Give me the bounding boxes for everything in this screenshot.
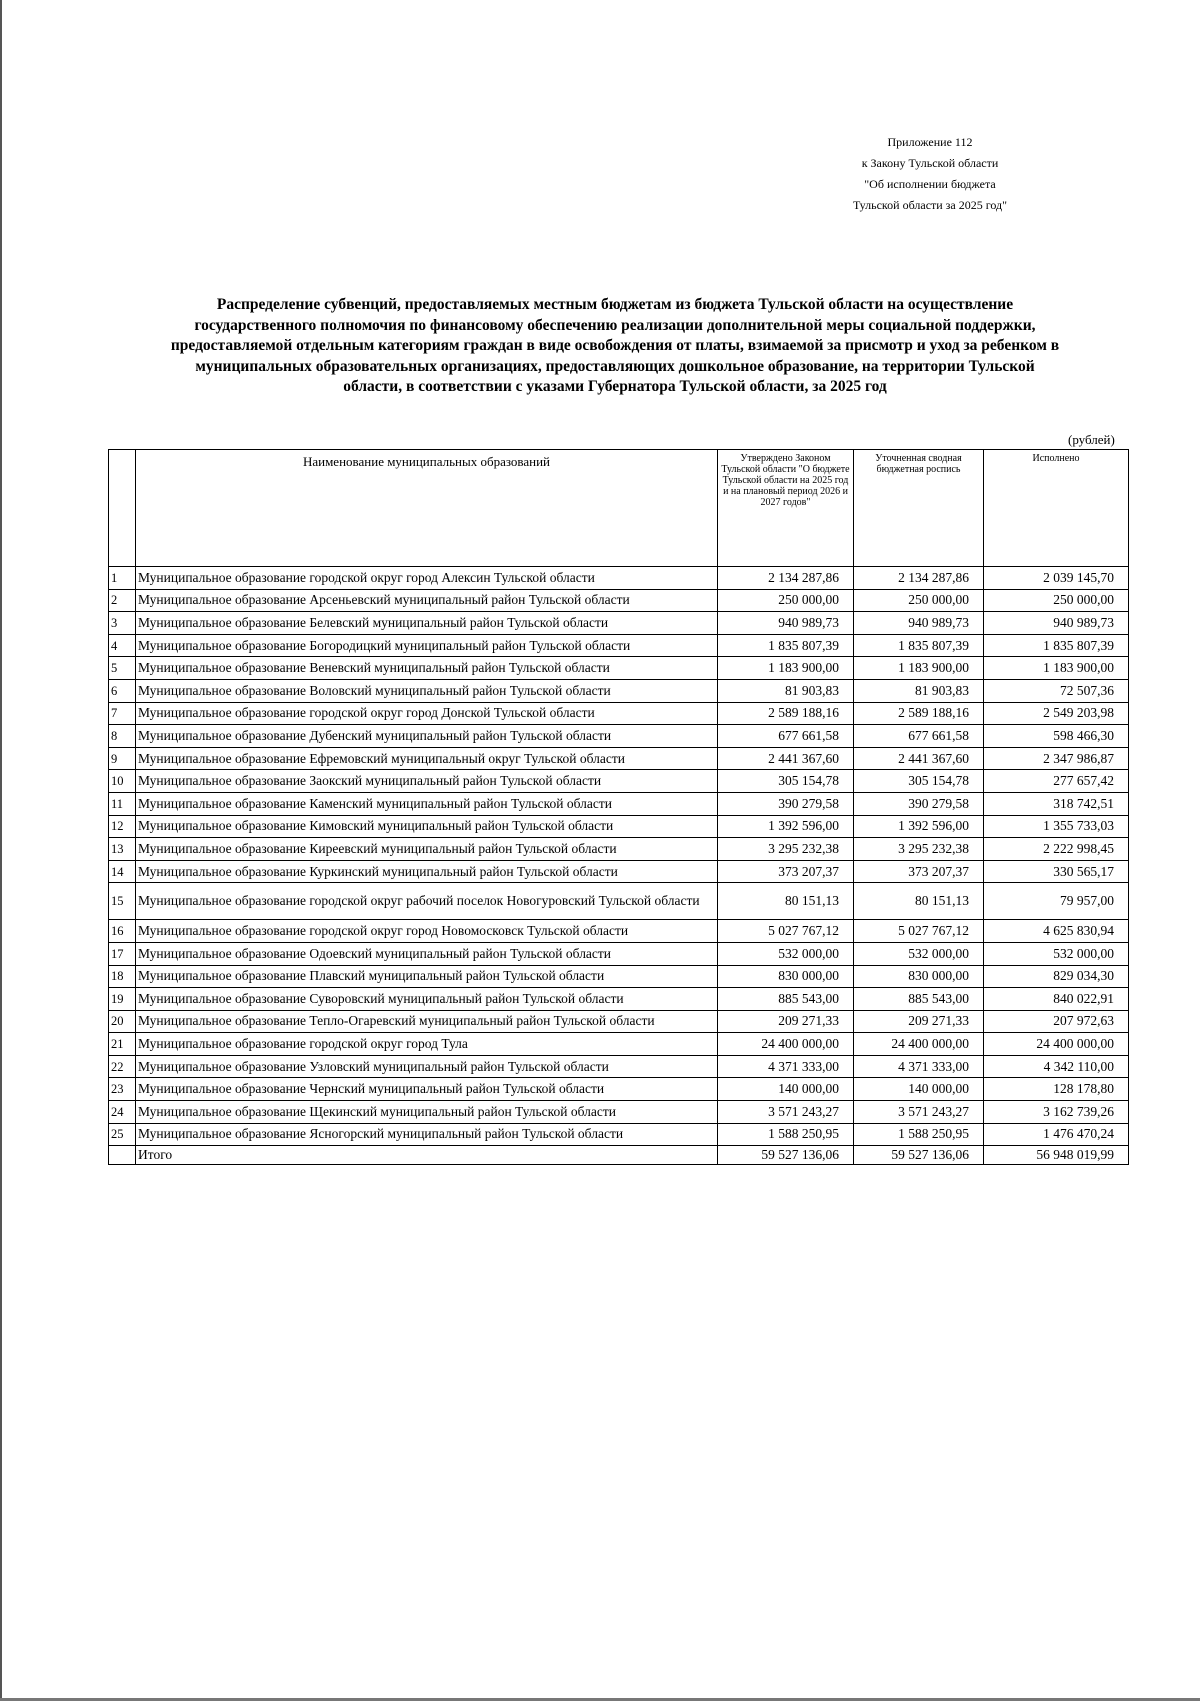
row-index: 9: [109, 747, 136, 770]
row-index: 11: [109, 792, 136, 815]
row-revised-amount: 140 000,00: [854, 1078, 984, 1101]
row-revised-amount: 2 134 287,86: [854, 567, 984, 590]
row-approved-amount: 532 000,00: [718, 942, 854, 965]
row-municipality-name: Муниципальное образование Плавский муниципальный район Тульской области: [136, 965, 718, 988]
row-municipality-name: Муниципальное образование Щекинский муниципальный район Тульской области: [136, 1101, 718, 1124]
row-index: 23: [109, 1078, 136, 1101]
row-executed-amount: 318 742,51: [984, 792, 1129, 815]
row-municipality-name: Муниципальное образование Арсеньевский муниципальный район Тульской области: [136, 589, 718, 612]
row-municipality-name: Муниципальное образование Ефремовский муниципальный округ Тульской области: [136, 747, 718, 770]
row-approved-amount: 305 154,78: [718, 770, 854, 793]
row-approved-amount: 940 989,73: [718, 612, 854, 635]
row-executed-amount: 250 000,00: [984, 589, 1129, 612]
title-line: области, в соответствии с указами Губернатора Тульской области, за 2025 год: [343, 378, 887, 395]
table-row: [109, 589, 1129, 612]
row-index: 7: [109, 702, 136, 725]
row-executed-amount: 2 347 986,87: [984, 747, 1129, 770]
row-municipality-name: Муниципальное образование Воловский муниципальный район Тульской области: [136, 679, 718, 702]
table-row: [109, 567, 1129, 590]
table-row: [109, 1010, 1129, 1033]
row-approved-amount: 3 571 243,27: [718, 1101, 854, 1124]
appendix-law-ref: к Закону Тульской области: [861, 156, 999, 170]
table-row: [109, 1033, 1129, 1056]
row-executed-amount: 840 022,91: [984, 988, 1129, 1011]
row-municipality-name: Муниципальное образование городской округ рабочий поселок Новогуровский Тульской области: [136, 883, 718, 920]
row-executed-amount: 829 034,30: [984, 965, 1129, 988]
row-index: 13: [109, 838, 136, 861]
row-index: 18: [109, 965, 136, 988]
table-row: [109, 920, 1129, 943]
row-approved-amount: 1 183 900,00: [718, 657, 854, 680]
row-municipality-name: Муниципальное образование Богородицкий муниципальный район Тульской области: [136, 634, 718, 657]
table-row: [109, 883, 1129, 920]
table-row: [109, 770, 1129, 793]
row-municipality-name: Муниципальное образование Одоевский муниципальный район Тульской области: [136, 942, 718, 965]
row-revised-amount: 532 000,00: [854, 942, 984, 965]
total-revised-amount: 59 527 136,06: [854, 1146, 984, 1165]
table-row: [109, 612, 1129, 635]
row-executed-amount: 4 342 110,00: [984, 1055, 1129, 1078]
row-revised-amount: 1 588 250,95: [854, 1123, 984, 1146]
row-approved-amount: 373 207,37: [718, 860, 854, 883]
row-approved-amount: 830 000,00: [718, 965, 854, 988]
row-approved-amount: 81 903,83: [718, 679, 854, 702]
table-header-row: [109, 450, 1129, 567]
header-executed: Исполнено: [984, 450, 1129, 567]
row-approved-amount: 80 151,13: [718, 883, 854, 920]
header-name: Наименование муниципальных образований: [136, 450, 718, 567]
row-approved-amount: 677 661,58: [718, 725, 854, 748]
row-approved-amount: 5 027 767,12: [718, 920, 854, 943]
total-approved-amount: 59 527 136,06: [718, 1146, 854, 1165]
table-row: [109, 657, 1129, 680]
row-revised-amount: 24 400 000,00: [854, 1033, 984, 1056]
row-index: 1: [109, 567, 136, 590]
row-executed-amount: 1 183 900,00: [984, 657, 1129, 680]
title-line: государственного полномочия по финансовому обеспечению реализации дополнительной меры социальной поддержки,: [194, 316, 1036, 334]
row-executed-amount: 24 400 000,00: [984, 1033, 1129, 1056]
row-executed-amount: 4 625 830,94: [984, 920, 1129, 943]
row-revised-amount: 3 295 232,38: [854, 838, 984, 861]
row-municipality-name: Муниципальное образование Каменский муниципальный район Тульской области: [136, 792, 718, 815]
row-approved-amount: 1 392 596,00: [718, 815, 854, 838]
table-row: [109, 815, 1129, 838]
units-label: (рублей): [1068, 432, 1115, 447]
total-executed-amount: 56 948 019,99: [984, 1146, 1129, 1165]
row-index: 12: [109, 815, 136, 838]
row-revised-amount: 2 441 367,60: [854, 747, 984, 770]
row-municipality-name: Муниципальное образование Дубенский муниципальный район Тульской области: [136, 725, 718, 748]
row-municipality-name: Муниципальное образование Чернский муниципальный район Тульской области: [136, 1078, 718, 1101]
table-row: [109, 965, 1129, 988]
row-revised-amount: 677 661,58: [854, 725, 984, 748]
row-revised-amount: 81 903,83: [854, 679, 984, 702]
row-executed-amount: 3 162 739,26: [984, 1101, 1129, 1124]
row-index: 2: [109, 589, 136, 612]
row-index: 16: [109, 920, 136, 943]
row-approved-amount: 2 589 188,16: [718, 702, 854, 725]
row-index: 24: [109, 1101, 136, 1124]
table-row: [109, 988, 1129, 1011]
title-line: предоставляемой отдельным категориям граждан в виде освобождения от платы, взимаемой за присмотр и уход за ребенком в: [170, 337, 1060, 354]
subventions-table: [108, 449, 1129, 1165]
row-approved-amount: 24 400 000,00: [718, 1033, 854, 1056]
row-revised-amount: 209 271,33: [854, 1010, 984, 1033]
total-label: Итого: [136, 1146, 718, 1165]
table-row: [109, 1078, 1129, 1101]
row-executed-amount: 1 355 733,03: [984, 815, 1129, 838]
row-executed-amount: 532 000,00: [984, 942, 1129, 965]
row-approved-amount: 2 441 367,60: [718, 747, 854, 770]
row-revised-amount: 373 207,37: [854, 860, 984, 883]
row-executed-amount: 1 835 807,39: [984, 634, 1129, 657]
title-line: муниципальных образовательных организациях, предоставляющих дошкольное образование, на территории Тульской: [195, 357, 1035, 375]
row-municipality-name: Муниципальное образование городской округ город Новомосковск Тульской области: [136, 920, 718, 943]
total-index: [109, 1146, 136, 1165]
row-index: 25: [109, 1123, 136, 1146]
row-revised-amount: 940 989,73: [854, 612, 984, 635]
row-approved-amount: 209 271,33: [718, 1010, 854, 1033]
row-executed-amount: 128 178,80: [984, 1078, 1129, 1101]
appendix-law-title-2: Тульской области за 2025 год": [852, 198, 1008, 212]
row-revised-amount: 80 151,13: [854, 883, 984, 920]
row-index: 3: [109, 612, 136, 635]
row-municipality-name: Муниципальное образование Заокский муниципальный район Тульской области: [136, 770, 718, 793]
row-revised-amount: 1 183 900,00: [854, 657, 984, 680]
row-revised-amount: 830 000,00: [854, 965, 984, 988]
row-index: 6: [109, 679, 136, 702]
row-executed-amount: 1 476 470,24: [984, 1123, 1129, 1146]
table-row: [109, 1101, 1129, 1124]
row-index: 8: [109, 725, 136, 748]
row-municipality-name: Муниципальное образование Куркинский муниципальный район Тульской области: [136, 860, 718, 883]
row-executed-amount: 2 222 998,45: [984, 838, 1129, 861]
row-approved-amount: 390 279,58: [718, 792, 854, 815]
row-revised-amount: 2 589 188,16: [854, 702, 984, 725]
row-index: 14: [109, 860, 136, 883]
row-index: 5: [109, 657, 136, 680]
row-approved-amount: 2 134 287,86: [718, 567, 854, 590]
row-revised-amount: 885 543,00: [854, 988, 984, 1011]
row-executed-amount: 277 657,42: [984, 770, 1129, 793]
row-revised-amount: 305 154,78: [854, 770, 984, 793]
row-municipality-name: Муниципальное образование Кимовский муниципальный район Тульской области: [136, 815, 718, 838]
row-executed-amount: 2 039 145,70: [984, 567, 1129, 590]
table-row: [109, 1055, 1129, 1078]
table-row: [109, 702, 1129, 725]
table-row: [109, 860, 1129, 883]
row-index: 22: [109, 1055, 136, 1078]
row-index: 20: [109, 1010, 136, 1033]
title-line: Распределение субвенций, предоставляемых местным бюджетам из бюджета Тульской области на осуществление: [216, 296, 1014, 313]
scan-edge: [0, 0, 2, 1701]
appendix-header: [820, 132, 1040, 216]
row-revised-amount: 5 027 767,12: [854, 920, 984, 943]
row-approved-amount: 1 588 250,95: [718, 1123, 854, 1146]
row-revised-amount: 3 571 243,27: [854, 1101, 984, 1124]
row-executed-amount: 72 507,36: [984, 679, 1129, 702]
row-municipality-name: Муниципальное образование городской округ город Донской Тульской области: [136, 702, 718, 725]
total-row: [109, 1146, 1129, 1165]
row-index: 10: [109, 770, 136, 793]
row-municipality-name: Муниципальное образование Узловский муниципальный район Тульской области: [136, 1055, 718, 1078]
row-municipality-name: Муниципальное образование городской округ город Тула: [136, 1033, 718, 1056]
row-municipality-name: Муниципальное образование Суворовский муниципальный район Тульской области: [136, 988, 718, 1011]
table-row: [109, 634, 1129, 657]
row-executed-amount: 207 972,63: [984, 1010, 1129, 1033]
table-row: [109, 1123, 1129, 1146]
row-revised-amount: 1 392 596,00: [854, 815, 984, 838]
row-index: 21: [109, 1033, 136, 1056]
appendix-number: Приложение 112: [887, 135, 973, 149]
table-row: [109, 792, 1129, 815]
row-approved-amount: 1 835 807,39: [718, 634, 854, 657]
table-row: [109, 942, 1129, 965]
row-municipality-name: Муниципальное образование городской округ город Алексин Тульской области: [136, 567, 718, 590]
row-revised-amount: 390 279,58: [854, 792, 984, 815]
row-revised-amount: 1 835 807,39: [854, 634, 984, 657]
table-body: [109, 567, 1129, 1165]
header-index: [109, 450, 136, 567]
header-revised: Уточненная сводная бюджетная роспись: [854, 450, 984, 567]
row-approved-amount: 4 371 333,00: [718, 1055, 854, 1078]
row-municipality-name: Муниципальное образование Белевский муниципальный район Тульской области: [136, 612, 718, 635]
row-index: 19: [109, 988, 136, 1011]
row-approved-amount: 250 000,00: [718, 589, 854, 612]
row-revised-amount: 250 000,00: [854, 589, 984, 612]
table-row: [109, 725, 1129, 748]
row-executed-amount: 2 549 203,98: [984, 702, 1129, 725]
table-row: [109, 838, 1129, 861]
row-executed-amount: 330 565,17: [984, 860, 1129, 883]
row-index: 4: [109, 634, 136, 657]
table-row: [109, 679, 1129, 702]
row-executed-amount: 940 989,73: [984, 612, 1129, 635]
row-executed-amount: 598 466,30: [984, 725, 1129, 748]
document-title: [100, 295, 1130, 398]
row-revised-amount: 4 371 333,00: [854, 1055, 984, 1078]
row-approved-amount: 3 295 232,38: [718, 838, 854, 861]
row-approved-amount: 140 000,00: [718, 1078, 854, 1101]
row-municipality-name: Муниципальное образование Киреевский муниципальный район Тульской области: [136, 838, 718, 861]
appendix-law-title-1: "Об исполнении бюджета: [864, 177, 996, 191]
row-municipality-name: Муниципальное образование Тепло-Огаревский муниципальный район Тульской области: [136, 1010, 718, 1033]
table-row: [109, 747, 1129, 770]
row-executed-amount: 79 957,00: [984, 883, 1129, 920]
row-municipality-name: Муниципальное образование Ясногорский муниципальный район Тульской области: [136, 1123, 718, 1146]
row-index: 17: [109, 942, 136, 965]
row-municipality-name: Муниципальное образование Веневский муниципальный район Тульской области: [136, 657, 718, 680]
row-index: 15: [109, 883, 136, 920]
header-approved: Утверждено Законом Тульской области "О бюджете Тульской области на 2025 год и на плановый период 2026 и 2027 годов": [718, 450, 854, 567]
row-approved-amount: 885 543,00: [718, 988, 854, 1011]
